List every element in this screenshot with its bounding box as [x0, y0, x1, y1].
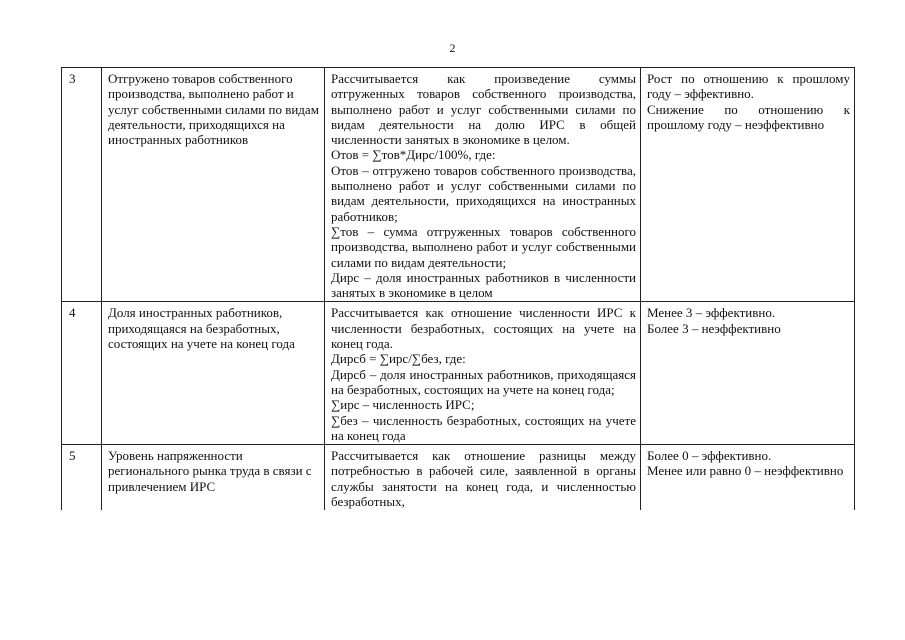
method-paragraph: Рассчитывается как отношение разницы между потребностью в рабочей силе, заявленной в органы службы занятости на конец года, и численностью безработных,: [331, 448, 636, 510]
criterion: Более 0 – эффективно.: [647, 448, 772, 464]
row-number: 4: [62, 302, 102, 445]
method-paragraph: Рассчитывается как произведение суммы отгруженных товаров собственного производства, выполнено работ и услуг собственными силами по видам деятельности на долю ИРС в общей численности занятых в экономике в целом.: [331, 71, 636, 148]
indicator-name: Уровень напряженности регионального рынка труда в связи с привлечением ИРС: [102, 445, 325, 511]
page-number: 2: [449, 41, 456, 55]
method-paragraph: Дирсб – доля иностранных работников, приходящаяся на безработных, состоящих на учете на конец года;: [331, 366, 636, 397]
criterion: Менее или равно 0 – неэффективно: [647, 463, 844, 479]
table-row: [62, 68, 855, 302]
row-number: 3: [62, 68, 102, 302]
calculation-method: [325, 445, 641, 511]
row-number: 5: [62, 445, 102, 511]
criterion: Рост по отношению к прошлому году – эффективно.: [647, 71, 850, 102]
indicator-name: Отгружено товаров собственного производства, выполнено работ и услуг собственными силами по видам деятельности, приходящихся на иностранных работников: [102, 68, 325, 302]
calculation-method: [325, 68, 641, 302]
criterion: Снижение по отношению к прошлому году – неэффективно: [647, 101, 850, 132]
table-row: [62, 445, 855, 511]
formula: Отов = ∑тов*Дирс/100%, где:: [331, 147, 496, 163]
method-paragraph: Дирс – доля иностранных работников в численности занятых в экономике в целом: [331, 269, 636, 301]
method-paragraph: ∑ирс – численность ИРС;: [331, 397, 475, 413]
formula: Дирсб = ∑ирс/∑без, где:: [331, 351, 466, 367]
criterion: Менее 3 – эффективно.: [647, 305, 776, 321]
efficiency-criteria: [641, 68, 855, 302]
efficiency-criteria: [641, 445, 855, 511]
calculation-method: [325, 302, 641, 445]
indicator-name: Доля иностранных работников, приходящаяся на безработных, состоящих на учете на конец года: [102, 302, 325, 445]
criterion: Более 3 – неэффективно: [647, 320, 781, 336]
method-paragraph: ∑тов – сумма отгруженных товаров собственного производства, выполнено работ и услуг собственными силами по видам деятельности;: [331, 223, 636, 270]
indicators-table: [61, 67, 855, 510]
table-row: [62, 302, 855, 445]
method-paragraph: ∑без – численность безработных, состоящих на учете на конец года: [331, 412, 636, 443]
efficiency-criteria: [641, 302, 855, 445]
method-paragraph: Рассчитывается как отношение численности ИРС к численности безработных, состоящих на учете на конец года.: [331, 305, 636, 352]
method-paragraph: Отов – отгружено товаров собственного производства, выполнено работ и услуг собственными силами по видам деятельности, приходящихся на иностранных работников;: [331, 162, 636, 224]
